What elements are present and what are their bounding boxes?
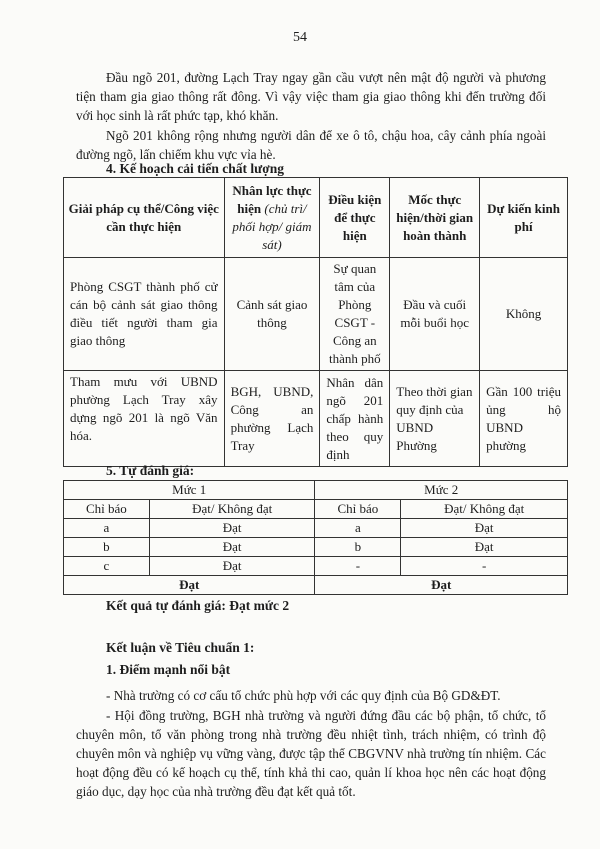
self-eval-result: Kết quả tự đánh giá: Đạt mức 2 bbox=[106, 598, 290, 613]
header-budget: Dự kiến kinh phí bbox=[480, 178, 568, 258]
plan-cell-deadline: Theo thời gian quy định của UBND Phường bbox=[390, 371, 480, 467]
eval-row bbox=[64, 519, 568, 538]
l2-result: Đạt bbox=[401, 519, 568, 538]
plan-row bbox=[64, 258, 568, 371]
plan-cell-staff: Cảnh sát giao thông bbox=[224, 258, 320, 371]
plan-cell-conditions: Sự quan tâm của Phòng CSGT - Công an thành phố bbox=[320, 258, 390, 371]
self-eval-heading: 5. Tự đánh giá: bbox=[106, 463, 195, 478]
strength-bullet-2: - Hội đồng trường, BGH nhà trường và người đứng đầu các bộ phận, tổ chức, tổ chuyên môn, tổ văn phòng trong nhà trường đều nhiệt tình, trách nhiệm, có trình độ chuyên môn và nghiệp vụ vững vàng, được tập thể CBGVNV nhà trường tín nhiệm. Các hoạt động đều có kế hoạch cụ thể, tính khả thi cao, quản lí khoa học nên các hoạt động giáo dục, dạy học của nhà trường đều đạt kết quả tốt. bbox=[76, 708, 546, 799]
l1-indicator: c bbox=[64, 557, 150, 576]
header-conditions: Điều kiện để thực hiện bbox=[320, 178, 390, 258]
l1-result-header: Đạt/ Không đạt bbox=[149, 500, 315, 519]
level-2-header: Mức 2 bbox=[315, 481, 568, 500]
intro-paragraph-1: Đầu ngõ 201, đường Lạch Tray ngay gần cầu vượt nên mật độ người và phương tiện tham gia giao thông rất đông. Vì vậy việc tham gia giao thông khi đến trường đối với học sinh là rất phức tạp, khó khăn. bbox=[76, 70, 546, 123]
l2-result: - bbox=[401, 557, 568, 576]
level-1-header: Mức 1 bbox=[64, 481, 315, 500]
plan-cell-solution: Tham mưu với UBND phường Lạch Tray xây dựng ngõ 201 là ngõ Văn hóa. bbox=[64, 371, 225, 467]
plan-cell-budget: Không bbox=[480, 258, 568, 371]
header-staff-sub: (chủ trì/ phối hợp/ giám sát) bbox=[232, 200, 312, 252]
plan-cell-staff: BGH, UBND, Công an phường Lạch Tray bbox=[224, 371, 320, 467]
conclusion-heading: Kết luận về Tiêu chuẩn 1: bbox=[106, 640, 255, 655]
l2-result-header: Đạt/ Không đạt bbox=[401, 500, 568, 519]
l1-indicator: a bbox=[64, 519, 150, 538]
level-2-total: Đạt bbox=[315, 576, 568, 595]
strength-bullet-1: - Nhà trường có cơ cấu tổ chức phù hợp với các quy định của Bộ GD&ĐT. bbox=[106, 688, 501, 703]
l1-result: Đạt bbox=[149, 557, 315, 576]
level-1-total: Đạt bbox=[64, 576, 315, 595]
strengths-heading: 1. Điểm mạnh nổi bật bbox=[106, 662, 231, 677]
l2-indicator-header: Chỉ báo bbox=[315, 500, 401, 519]
l2-indicator: - bbox=[315, 557, 401, 576]
eval-level-row bbox=[64, 481, 568, 500]
eval-column-row bbox=[64, 500, 568, 519]
intro-paragraph-2: Ngõ 201 không rộng nhưng người dân để xe ô tô, chậu hoa, cây cảnh phía ngoài đường ngõ, lấn chiếm khu vực vỉa hè. bbox=[76, 128, 546, 162]
header-staff bbox=[224, 178, 320, 258]
plan-heading: 4. Kế hoạch cải tiến chất lượng bbox=[106, 161, 284, 176]
eval-total-row bbox=[64, 576, 568, 595]
improvement-plan-table bbox=[63, 177, 568, 467]
header-deadline: Mốc thực hiện/thời gian hoàn thành bbox=[390, 178, 480, 258]
plan-cell-deadline: Đầu và cuối mỗi buổi học bbox=[390, 258, 480, 371]
header-solution: Giải pháp cụ thể/Công việc cần thực hiện bbox=[64, 178, 225, 258]
header-staff-main: Nhân lực thực hiện bbox=[232, 182, 312, 216]
plan-header-row bbox=[64, 178, 568, 258]
l1-indicator: b bbox=[64, 538, 150, 557]
eval-row bbox=[64, 557, 568, 576]
l2-indicator: b bbox=[315, 538, 401, 557]
plan-cell-budget: Gần 100 triệu ủng hộ UBND phường bbox=[480, 371, 568, 467]
plan-row bbox=[64, 371, 568, 467]
eval-row bbox=[64, 538, 568, 557]
l2-indicator: a bbox=[315, 519, 401, 538]
page-number: 54 bbox=[293, 30, 307, 45]
l1-indicator-header: Chỉ báo bbox=[64, 500, 150, 519]
self-eval-table bbox=[63, 480, 568, 595]
l1-result: Đạt bbox=[149, 519, 315, 538]
l2-result: Đạt bbox=[401, 538, 568, 557]
plan-cell-solution: Phòng CSGT thành phố cử cán bộ cảnh sát giao thông điều tiết người tham gia giao thông bbox=[64, 258, 225, 371]
plan-cell-conditions: Nhân dân ngõ 201 chấp hành theo quy định bbox=[320, 371, 390, 467]
l1-result: Đạt bbox=[149, 538, 315, 557]
